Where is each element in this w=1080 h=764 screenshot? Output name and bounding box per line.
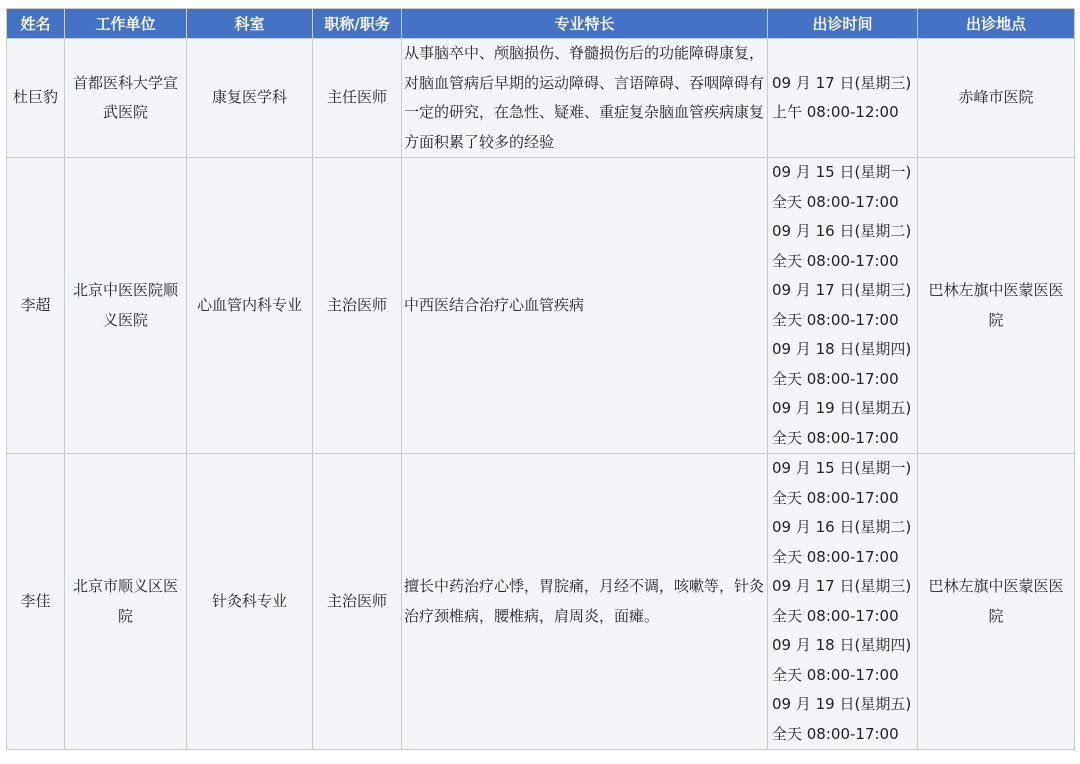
table-row [7,39,1075,158]
doctor-schedule-table [6,8,1075,750]
clinic-time-line: 全天 08:00-17:00 [772,488,899,507]
table-row [7,454,1075,750]
specialty-cell [402,158,768,454]
job-title-cell [313,454,402,750]
job-title-cell-text: 主任医师 [326,88,387,107]
job-title-cell [313,158,402,454]
clinic-time-line: 09 月 19 日(星期五) [772,399,912,417]
clinic-time-cell [768,454,918,750]
schedule-container [6,8,1075,750]
specialty-cell-text: 擅长中药治疗心悸，胃脘痛，月经不调，咳嗽等，针灸治疗颈椎病，腰椎病，肩周炎，面瘫。 [404,577,765,625]
department-cell-text: 康复医学科 [211,88,287,107]
table-header-row [7,9,1075,39]
header-unit: 工作单位 [65,9,187,39]
department-cell-text: 针灸科专业 [211,591,287,610]
clinic-location-cell [918,158,1075,454]
clinic-location-cell [918,454,1075,750]
specialty-cell [402,454,768,750]
work-unit-cell-text: 北京市顺义区医院 [72,577,178,625]
work-unit-cell [65,39,187,158]
clinic-time-line: 全天 08:00-17:00 [772,192,899,211]
job-title-cell-text: 主治医师 [326,295,387,314]
doctor-name-cell-text: 李超 [20,295,51,314]
doctor-name-cell [7,158,65,454]
header-time: 出诊时间 [768,9,918,39]
clinic-time-line: 09 月 18 日(星期四) [772,340,912,358]
clinic-location-text: 巴林左旗中医蒙医医院 [928,577,1064,625]
doctor-name-cell [7,454,65,750]
job-title-cell-text: 主治医师 [326,591,387,610]
specialty-cell-text: 中西医结合治疗心血管疾病 [404,295,585,314]
job-title-cell [313,39,402,158]
clinic-time-line: 09 月 19 日(星期五) [772,695,912,713]
doctor-name-cell-text: 杜巨豹 [12,88,58,107]
clinic-time-line: 全天 08:00-17:00 [772,251,899,270]
department-cell-text: 心血管内科专业 [196,295,302,314]
clinic-time-line: 09 月 17 日(星期三) [772,73,912,92]
work-unit-cell-text: 首都医科大学宣武医院 [72,73,178,121]
clinic-time-line: 全天 08:00-17:00 [772,606,899,625]
specialty-cell [402,39,768,158]
clinic-time-line: 09 月 15 日(星期一) [772,459,912,477]
work-unit-cell [65,454,187,750]
clinic-time-line: 09 月 17 日(星期三) [772,577,912,595]
header-title: 职称/职务 [313,9,402,39]
clinic-time-line: 09 月 18 日(星期四) [772,636,912,654]
header-dept: 科室 [187,9,313,39]
clinic-time-line: 全天 08:00-17:00 [772,310,899,329]
clinic-location-text: 巴林左旗中医蒙医医院 [928,281,1064,329]
work-unit-cell [65,158,187,454]
clinic-time-line: 09 月 16 日(星期二) [772,518,912,536]
doctor-name-cell [7,39,65,158]
table-body [7,39,1075,750]
clinic-time-line: 上午 08:00-12:00 [772,103,899,121]
department-cell [187,454,313,750]
work-unit-cell-text: 北京中医医院顺义医院 [72,281,178,329]
clinic-time-line: 09 月 17 日(星期三) [772,281,912,299]
department-cell [187,158,313,454]
header-specialty: 专业特长 [402,9,768,39]
doctor-name-cell-text: 李佳 [20,591,51,610]
clinic-location-cell [918,39,1075,158]
department-cell [187,39,313,158]
specialty-cell-text: 从事脑卒中、颅脑损伤、脊髓损伤后的功能障碍康复，对脑血管病后早期的运动障碍、言语障碍、吞咽障碍有一定的研究，在急性、疑难、重症复杂脑血管疾病康复方面积累了较多的经验 [404,44,765,151]
header-name: 姓名 [7,9,65,39]
clinic-time-line: 全天 08:00-17:00 [772,724,899,743]
clinic-location-text: 赤峰市医院 [958,88,1034,107]
clinic-time-line: 全天 08:00-17:00 [772,369,899,388]
clinic-time-cell [768,39,918,158]
table-row [7,158,1075,454]
clinic-time-line: 全天 08:00-17:00 [772,665,899,684]
clinic-time-line: 全天 08:00-17:00 [772,428,899,447]
clinic-time-line: 09 月 16 日(星期二) [772,222,912,240]
clinic-time-cell [768,158,918,454]
clinic-time-line: 全天 08:00-17:00 [772,547,899,566]
clinic-time-line: 09 月 15 日(星期一) [772,163,912,181]
header-location: 出诊地点 [918,9,1075,39]
